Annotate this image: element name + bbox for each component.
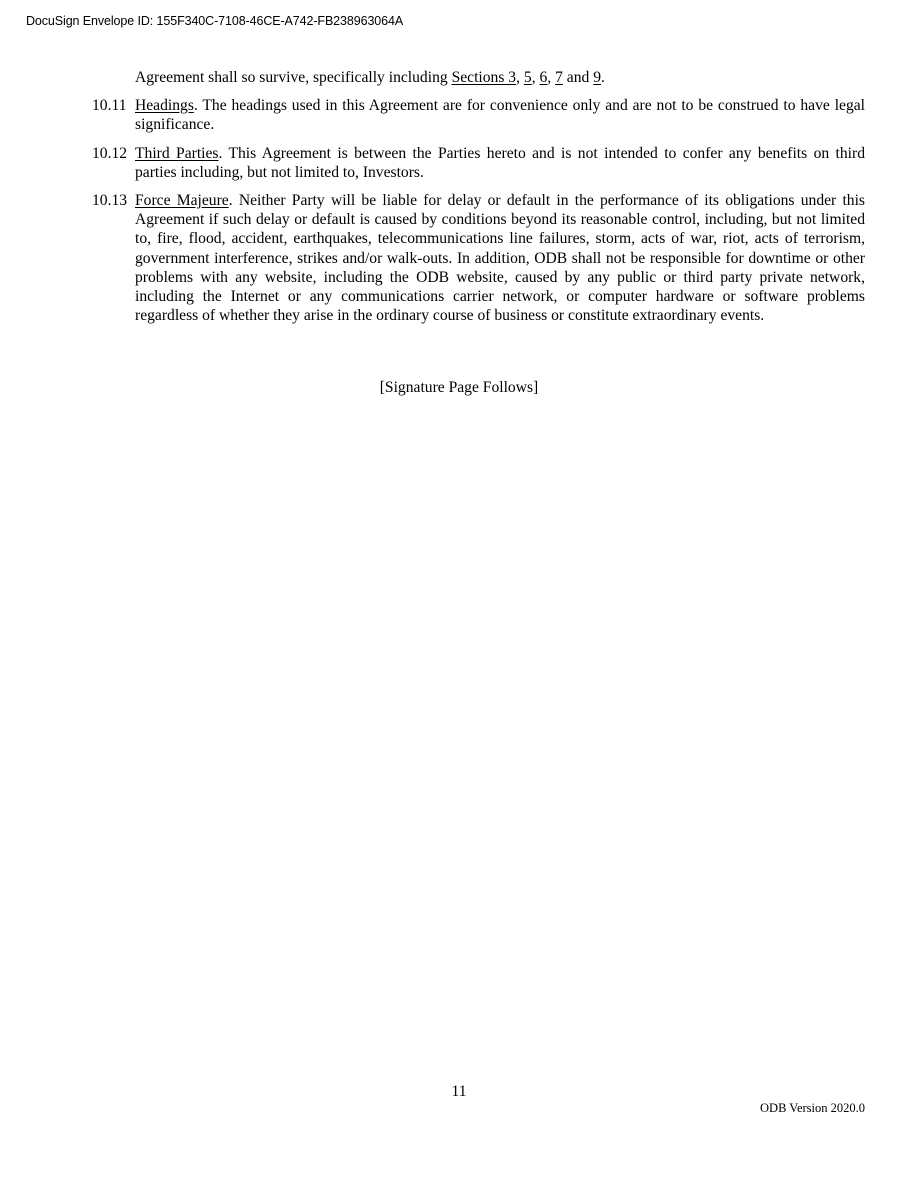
docusign-envelope-id: DocuSign Envelope ID: 155F340C-7108-46CE-A742-FB238963064A xyxy=(26,14,404,28)
section-heading: Third Parties xyxy=(135,145,219,162)
section-heading: Headings xyxy=(135,97,194,114)
separator: , xyxy=(516,69,524,86)
sections-3-link: Sections 3 xyxy=(451,69,517,86)
section-5-link: 5 xyxy=(523,69,532,86)
section-text: . The headings used in this Agreement are for convenience only and are not to be construed to have legal significance. xyxy=(135,97,865,134)
section-10-13 xyxy=(92,191,865,325)
signature-page-follows: [Signature Page Follows] xyxy=(379,379,539,396)
document-version: ODB Version 2020.0 xyxy=(760,1101,865,1115)
section-continuation xyxy=(135,68,865,87)
section-number: 10.13 xyxy=(92,192,128,209)
sentence-end: . xyxy=(601,69,605,86)
section-body xyxy=(135,96,865,134)
section-heading: Force Majeure xyxy=(135,192,229,209)
continuation-text: Agreement shall so survive, specifically including xyxy=(135,69,452,86)
section-text: . This Agreement is between the Parties hereto and is not intended to confer any benefits on third parties including, but not limited to, Investors. xyxy=(135,145,866,182)
separator: , xyxy=(547,69,556,86)
section-7-link: 7 xyxy=(555,69,563,86)
separator: , xyxy=(531,69,540,86)
section-9-link: 9 xyxy=(593,69,601,86)
section-6-link: 6 xyxy=(539,69,548,86)
section-body xyxy=(135,191,865,325)
section-number: 10.12 xyxy=(92,145,128,162)
section-number: 10.11 xyxy=(92,97,127,114)
separator: and xyxy=(562,69,594,86)
section-10-12 xyxy=(92,144,865,182)
section-10-11 xyxy=(92,96,865,134)
section-text: . Neither Party will be liable for delay or default in the performance of its obligations under this Agreement if such delay or default is caused by conditions beyond its reasonable control, including, but not limited to, fire, flood, accident, earthquakes, telecommunications line failures, storm, acts of war, riot, acts of terrorism, government interference, strikes and/or walk-outs. In addition, ODB shall not be responsible for downtime or other problems with any website, including the ODB website, caused by any public or third party private network, including the Internet or any communications carrier network, or computer hardware or software problems regardless of whether they arise in the ordinary course of business or constitute extraordinary events. xyxy=(135,192,865,325)
section-body xyxy=(135,144,865,182)
page-number: 11 xyxy=(451,1083,467,1100)
